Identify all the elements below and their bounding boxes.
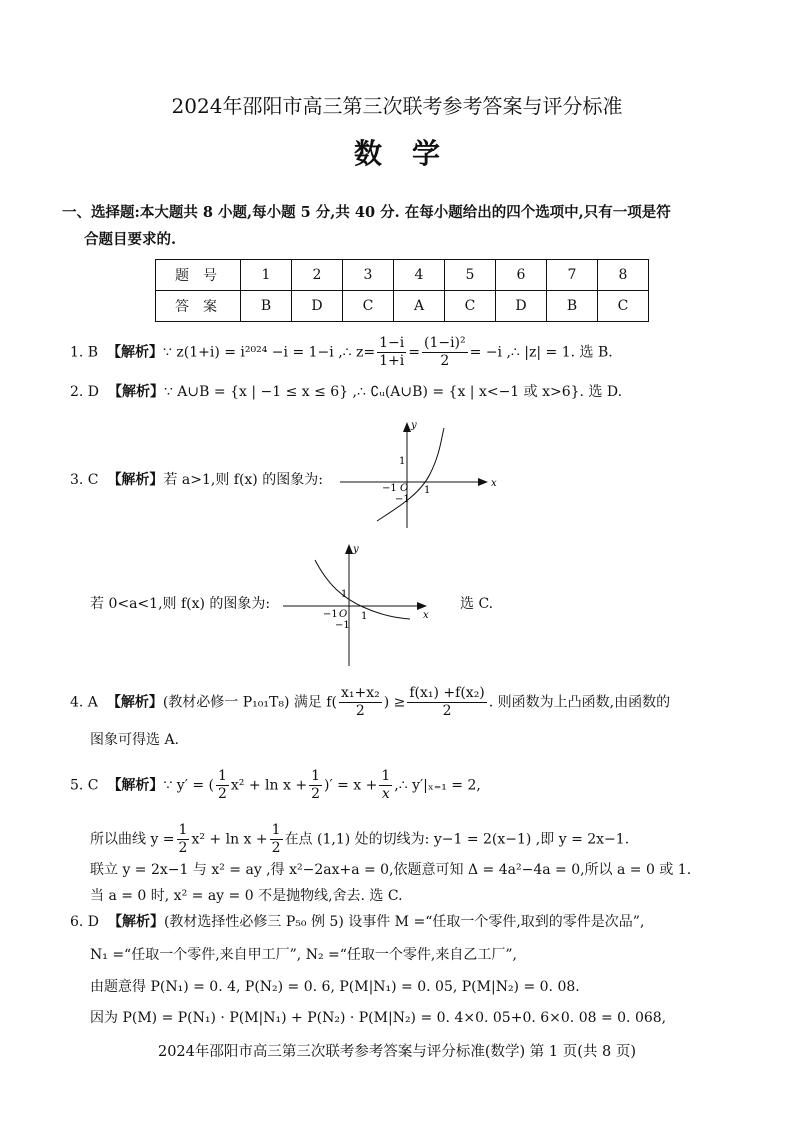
table-cell: 5 [445,260,496,291]
numerator: 1 [271,822,281,838]
fraction [216,768,229,803]
y-label: y [411,420,417,431]
solution-6-line3: 由题意得 P(N₁) = 0. 4, P(N₂) = 0. 6, P(M|N₁) = 0. 05, P(M|N₂) = 0. 08. [90,979,580,995]
solution-1 [70,335,613,370]
solution-text: ) ≥ [383,694,406,711]
solution-4-cont: 图象可得选 A. [90,732,180,748]
solution-6-line4: 因为 P(M) = P(N₁) · P(M|N₁) + P(N₂) · P(M|N₂) = 0. 4×0. 05+0. 6×0. 08 = 0. 068, [90,1010,667,1026]
solution-text: x² + ln x + [230,777,308,794]
table-cell: 8 [598,260,649,291]
numerator: 1 [311,768,320,784]
solution-text: 所以曲线 y = [90,831,175,848]
question-label: 3. C [70,472,99,488]
question-label: 6. D [70,914,100,930]
answer-table [155,259,649,322]
table-cell: 3 [343,260,394,291]
tick-label: 1 [424,485,431,496]
tick-label: −1 [395,494,410,505]
section-heading-cont: 合题目要求的. [84,231,177,248]
section-heading: 一、选择题:本大题共 8 小题,每小题 5 分,共 40 分. 在每小题给出的四个选项中,只有一项是符 [62,204,671,221]
solution-text: . 则函数为上凸函数,由函数的 [488,694,671,711]
solution-text: (教材选择性必修三 P₅₀ 例 5) 设事件 M =“任取一个零件,取到的零件是次品”, [163,914,645,930]
solution-text: 若 a>1,则 f(x) 的图象为: [163,472,323,488]
denominator: x [381,786,390,802]
numerator: 1 [381,768,391,784]
solution-4 [70,685,670,720]
fraction [177,822,190,857]
curve [377,428,444,521]
solution-6-line2: N₁ =“任取一个零件,来自甲工厂”, N₂ =“任取一个零件,来自乙工厂”, [90,947,517,963]
x-label: x [423,610,429,621]
solution-text: ,∴ y′|ₓ₌₁ = 2, [394,777,481,794]
table-cell: 4 [394,260,445,291]
question-label: 5. C [70,777,99,794]
analysis-tag: 【解析】 [107,472,164,488]
table-cell: D [496,291,547,322]
solution-5 [70,768,481,803]
numerator: f(x₁) +f(x₂) [409,685,485,701]
question-label: 1. B [70,344,99,361]
denominator: 2 [217,786,227,802]
table-row [156,260,649,291]
denominator: 1+i [379,353,405,369]
solution-text: 在点 (1,1) 处的切线为: y−1 = 2(x−1) ,即 y = 2x−1. [284,831,630,848]
solution-text: = [408,344,420,361]
y-axis-arrow [403,422,411,432]
tick-label: 1 [341,589,348,600]
numerator: 1 [217,768,227,784]
solution-3-conclusion: 选 C. [460,596,494,612]
analysis-tag: 【解析】 [107,344,164,361]
denominator: 2 [355,703,365,719]
x-axis-arrow [417,602,427,610]
tick-label: 1 [361,611,368,622]
analysis-tag: 【解析】 [107,384,164,400]
solution-6 [70,912,644,932]
solution-text: ∵ y′ = ( [163,777,214,794]
table-cell: D [292,291,343,322]
denominator: 2 [178,840,188,856]
question-label: 4. A [70,694,98,711]
solution-text: ∵ z(1+i) = i²⁰²⁴ −i = 1−i ,∴ z= [163,344,376,361]
table-cell: 2 [292,260,343,291]
x-axis-arrow [478,478,488,486]
solution-text: )′ = x + [324,777,378,794]
y-axis-arrow [345,544,353,554]
fraction [309,768,322,803]
tick-label: −1 [382,483,397,494]
solution-text: (教材必修一 P₁₀₁T₈) 满足 f( [162,694,337,711]
table-row [156,291,649,322]
analysis-tag: 【解析】 [106,694,163,711]
document-title: 2024年邵阳市高三第三次联考参考答案与评分标准 [171,94,623,118]
fraction [422,335,468,370]
numerator: 1−i [379,335,405,351]
numerator: x₁+x₂ [340,685,380,701]
numerator: (1−i)² [423,335,466,351]
table-cell: A [394,291,445,322]
fraction [339,685,382,720]
table-cell: B [547,291,598,322]
x-label: x [491,478,497,489]
solution-5-line3: 联立 y = 2x−1 与 x² = ay ,得 x²−2ax+a = 0,依题意可知 Δ = 4a²−4a = 0,所以 a = 0 或 1. [90,862,692,878]
denominator: 2 [271,840,281,856]
graph-a-greater-1 [340,420,500,530]
table-cell: B [241,291,292,322]
table-cell: 7 [547,260,598,291]
table-cell: 1 [241,260,292,291]
tick-label: −1 [323,609,338,620]
denominator: 2 [311,786,320,802]
graph-a-between-0-1 [283,540,433,668]
fraction [377,335,406,370]
table-cell: C [343,291,394,322]
page-footer: 2024年邵阳市高三第三次联考参考答案与评分标准(数学) 第 1 页(共 8 页) [157,1044,637,1060]
analysis-tag: 【解析】 [107,777,164,794]
table-cell: C [445,291,496,322]
solution-5-line4: 当 a = 0 时, x² = ay = 0 不是抛物线,舍去. 选 C. [90,888,403,904]
solution-3 [70,470,323,490]
y-label: y [353,544,359,555]
solution-text: x² + ln x + [191,831,268,848]
origin-label: O [339,609,348,620]
table-header-cell: 题号 [156,260,241,291]
analysis-tag: 【解析】 [107,914,164,930]
table-header-cell: 答案 [156,291,241,322]
solution-3-case2 [90,594,270,614]
tick-label: 1 [399,456,406,467]
subject-heading: 数学 [353,137,470,170]
solution-text: 若 0<a<1,则 f(x) 的图象为: [90,596,271,612]
solution-5-line2 [90,822,629,857]
origin-label: O [400,483,409,494]
numerator: 1 [178,822,188,838]
table-cell: 6 [496,260,547,291]
denominator: 2 [442,703,452,719]
table-cell: C [598,291,649,322]
solution-2 [70,382,622,402]
fraction [379,768,392,803]
question-label: 2. D [70,384,100,400]
solution-text: ∵ A∪B = {x | −1 ≤ x ≤ 6} ,∴ ∁ᵤ(A∪B) = {x | x<−1 或 x>6}. 选 D. [163,384,623,400]
solution-text: = −i ,∴ |z| = 1. 选 B. [469,344,613,361]
fraction [270,822,283,857]
tick-label: −1 [335,620,350,631]
fraction [407,685,486,720]
denominator: 2 [440,353,450,369]
